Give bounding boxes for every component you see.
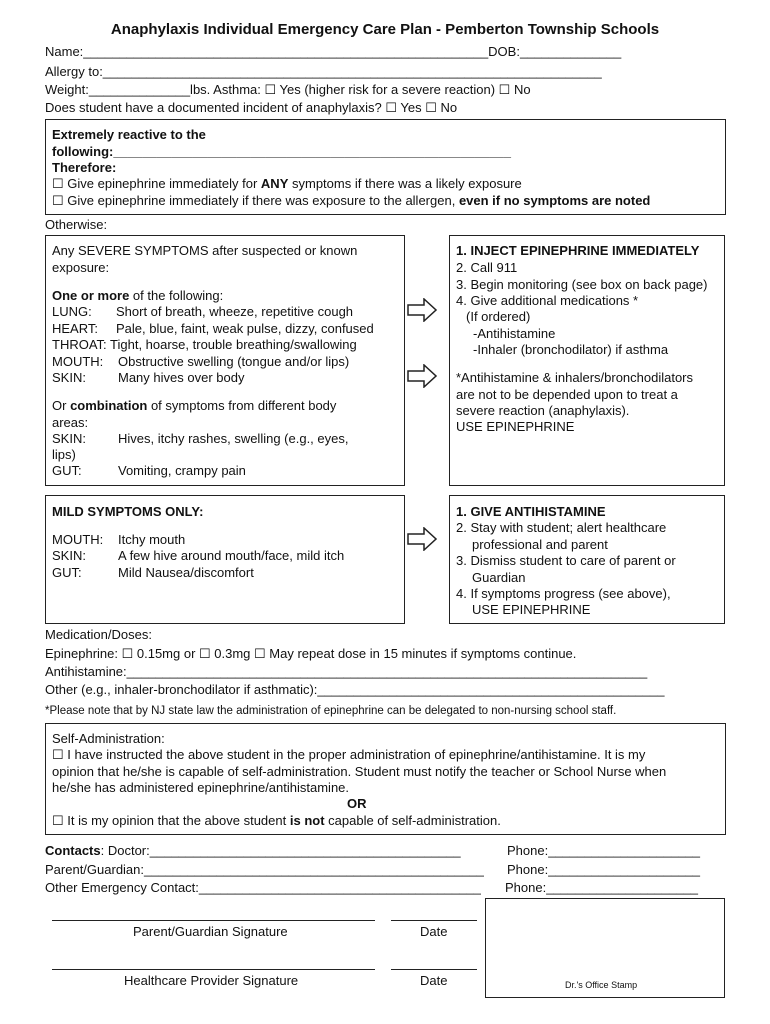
- parent-phone-field[interactable]: Phone:_____________________: [507, 862, 701, 877]
- mild-action-use-epi: USE EPINEPHRINE: [472, 602, 591, 617]
- mild-action-antihistamine: 1. GIVE ANTIHISTAMINE: [456, 504, 606, 519]
- otherwise-label: Otherwise:: [45, 217, 108, 232]
- parent-date-line[interactable]: [391, 920, 477, 921]
- mild-action-progress: 4. If symptoms progress (see above),: [456, 586, 671, 601]
- epinephrine-dose-options[interactable]: Epinephrine: ☐ 0.15mg or ☐ 0.3mg ☐ May repeat dose in 15 minutes if symptoms continue.: [45, 646, 577, 661]
- doctor-contact-field[interactable]: Contacts: Doctor:___________________________________________: [45, 843, 461, 858]
- use-epinephrine-note: USE EPINEPHRINE: [456, 419, 575, 434]
- provider-signature-label: Healthcare Provider Signature: [124, 973, 299, 988]
- mild-mouth-symptoms: Itchy mouth: [118, 532, 186, 547]
- provider-date-line[interactable]: [391, 969, 477, 970]
- right-arrow-icon: [407, 527, 437, 551]
- mild-skin-symptoms: A few hive around mouth/face, mild itch: [118, 548, 345, 563]
- action-antihistamine: -Antihistamine: [473, 326, 556, 341]
- date-label: Date: [420, 973, 448, 988]
- severe-intro-2: exposure:: [52, 260, 110, 275]
- date-label: Date: [420, 924, 448, 939]
- right-arrow-icon: [407, 298, 437, 322]
- self-admin-capable-text-2: opinion that he/she is capable of self-administration. Student must notify the teacher or School Nurse when: [52, 764, 667, 779]
- lung-symptoms: Short of breath, wheeze, repetitive cough: [116, 304, 354, 319]
- weight-asthma-line[interactable]: Weight:______________lbs. Asthma: ☐ Yes (higher risk for a severe reaction) ☐ No: [45, 82, 531, 97]
- gut-symptoms: Vomiting, crampy pain: [118, 463, 246, 478]
- reactive-option-no-symptoms[interactable]: ☐ Give epinephrine immediately if there was exposure to the allergen, even if no symptoms are noted: [52, 193, 651, 208]
- parent-signature-label: Parent/Guardian Signature: [133, 924, 288, 939]
- emergency-phone-field[interactable]: Phone:_____________________: [505, 880, 699, 895]
- mild-gut-symptoms: Mild Nausea/discomfort: [118, 565, 254, 580]
- heart-symptoms: Pale, blue, faint, weak pulse, dizzy, confused: [116, 321, 374, 336]
- lung-label: LUNG:: [52, 304, 92, 319]
- mild-action-stay: 2. Stay with student; alert healthcare: [456, 520, 667, 535]
- reactive-option-any-symptoms[interactable]: ☐ Give epinephrine immediately for ANY symptoms if there was a likely exposure: [52, 176, 522, 191]
- mild-action-dismiss: 3. Dismiss student to care of parent or: [456, 553, 676, 568]
- other-medication-field[interactable]: Other (e.g., inhaler-bronchodilator if asthmatic):________________________________________________: [45, 682, 665, 697]
- self-admin-capable-text-3: he/she has administered epinephrine/antihistamine.: [52, 780, 350, 795]
- antihistamine-note-2: are not to be depended upon to treat a: [456, 387, 678, 402]
- page-title: Anaphylaxis Individual Emergency Care Plan - Pemberton Township Schools: [110, 21, 660, 38]
- nj-law-note: *Please note that by NJ state law the administration of epinephrine can be delegated to non-nursing school staff.: [45, 705, 617, 717]
- action-monitor: 3. Begin monitoring (see box on back page): [456, 277, 708, 292]
- mouth-label: MOUTH:: [52, 354, 104, 369]
- antihistamine-field[interactable]: Antihistamine:________________________________________________________________________: [45, 664, 648, 679]
- mild-heading: MILD SYMPTOMS ONLY:: [52, 504, 204, 519]
- action-inject: 1. INJECT EPINEPHRINE IMMEDIATELY: [456, 243, 700, 258]
- parent-contact-field[interactable]: Parent/Guardian:_______________________________________________: [45, 862, 484, 877]
- mild-action-stay-2: professional and parent: [472, 537, 608, 552]
- areas-label: areas:: [52, 415, 89, 430]
- heart-label: HEART:: [52, 321, 98, 336]
- mild-mouth-label: MOUTH:: [52, 532, 104, 547]
- reactive-therefore: Therefore:: [52, 160, 117, 175]
- mild-gut-label: GUT:: [52, 565, 82, 580]
- skin2-symptoms: Hives, itchy rashes, swelling (e.g., eyes,: [118, 431, 349, 446]
- skin-label: SKIN:: [52, 370, 86, 385]
- reactive-heading-1: Extremely reactive to the: [52, 127, 206, 142]
- action-call-911: 2. Call 911: [456, 260, 518, 275]
- office-stamp-label: Dr.'s Office Stamp: [565, 980, 638, 990]
- self-admin-capable-option[interactable]: ☐ I have instructed the above student in the proper administration of epinephrine/antihistamine. It is my: [52, 747, 646, 762]
- self-admin-or: OR: [347, 796, 367, 811]
- mild-skin-label: SKIN:: [52, 548, 86, 563]
- action-additional-meds: 4. Give additional medications *: [456, 293, 639, 308]
- skin-symptoms: Many hives over body: [118, 370, 245, 385]
- name-dob-field[interactable]: Name:________________________________________________________DOB:______________: [45, 44, 622, 59]
- allergy-field[interactable]: Allergy to:_____________________________________________________________________: [45, 64, 602, 79]
- action-if-ordered: (If ordered): [466, 309, 531, 324]
- doctor-phone-field[interactable]: Phone:_____________________: [507, 843, 701, 858]
- reactive-allergen-field[interactable]: following:_______________________________________________________: [52, 144, 512, 159]
- action-inhaler: -Inhaler (bronchodilator) if asthma: [473, 342, 669, 357]
- anaphylaxis-incident-line[interactable]: Does student have a documented incident of anaphylaxis? ☐ Yes ☐ No: [45, 100, 458, 115]
- gut-label: GUT:: [52, 463, 82, 478]
- severe-intro: Any SEVERE SYMPTOMS after suspected or known: [52, 243, 358, 258]
- one-or-more-line: One or more of the following:: [52, 288, 224, 303]
- emergency-contact-field[interactable]: Other Emergency Contact:_______________________________________: [45, 880, 481, 895]
- right-arrow-icon: [407, 364, 437, 388]
- provider-signature-line[interactable]: [52, 969, 375, 970]
- antihistamine-note-1: *Antihistamine & inhalers/bronchodilators: [456, 370, 694, 385]
- mild-action-dismiss-2: Guardian: [472, 570, 526, 585]
- skin2-label: SKIN:: [52, 431, 86, 446]
- combination-line: Or combination of symptoms from different body: [52, 398, 337, 413]
- antihistamine-note-3: severe reaction (anaphylaxis).: [456, 403, 630, 418]
- lips-continued: lips): [52, 447, 76, 462]
- self-admin-not-capable-option[interactable]: ☐ It is my opinion that the above student is not capable of self-administration.: [52, 813, 501, 828]
- medication-heading: Medication/Doses:: [45, 627, 152, 642]
- self-admin-heading: Self-Administration:: [52, 731, 165, 746]
- throat-symptoms: THROAT: Tight, hoarse, trouble breathing/swallowing: [52, 337, 357, 352]
- parent-signature-line[interactable]: [52, 920, 375, 921]
- mouth-symptoms: Obstructive swelling (tongue and/or lips): [118, 354, 350, 369]
